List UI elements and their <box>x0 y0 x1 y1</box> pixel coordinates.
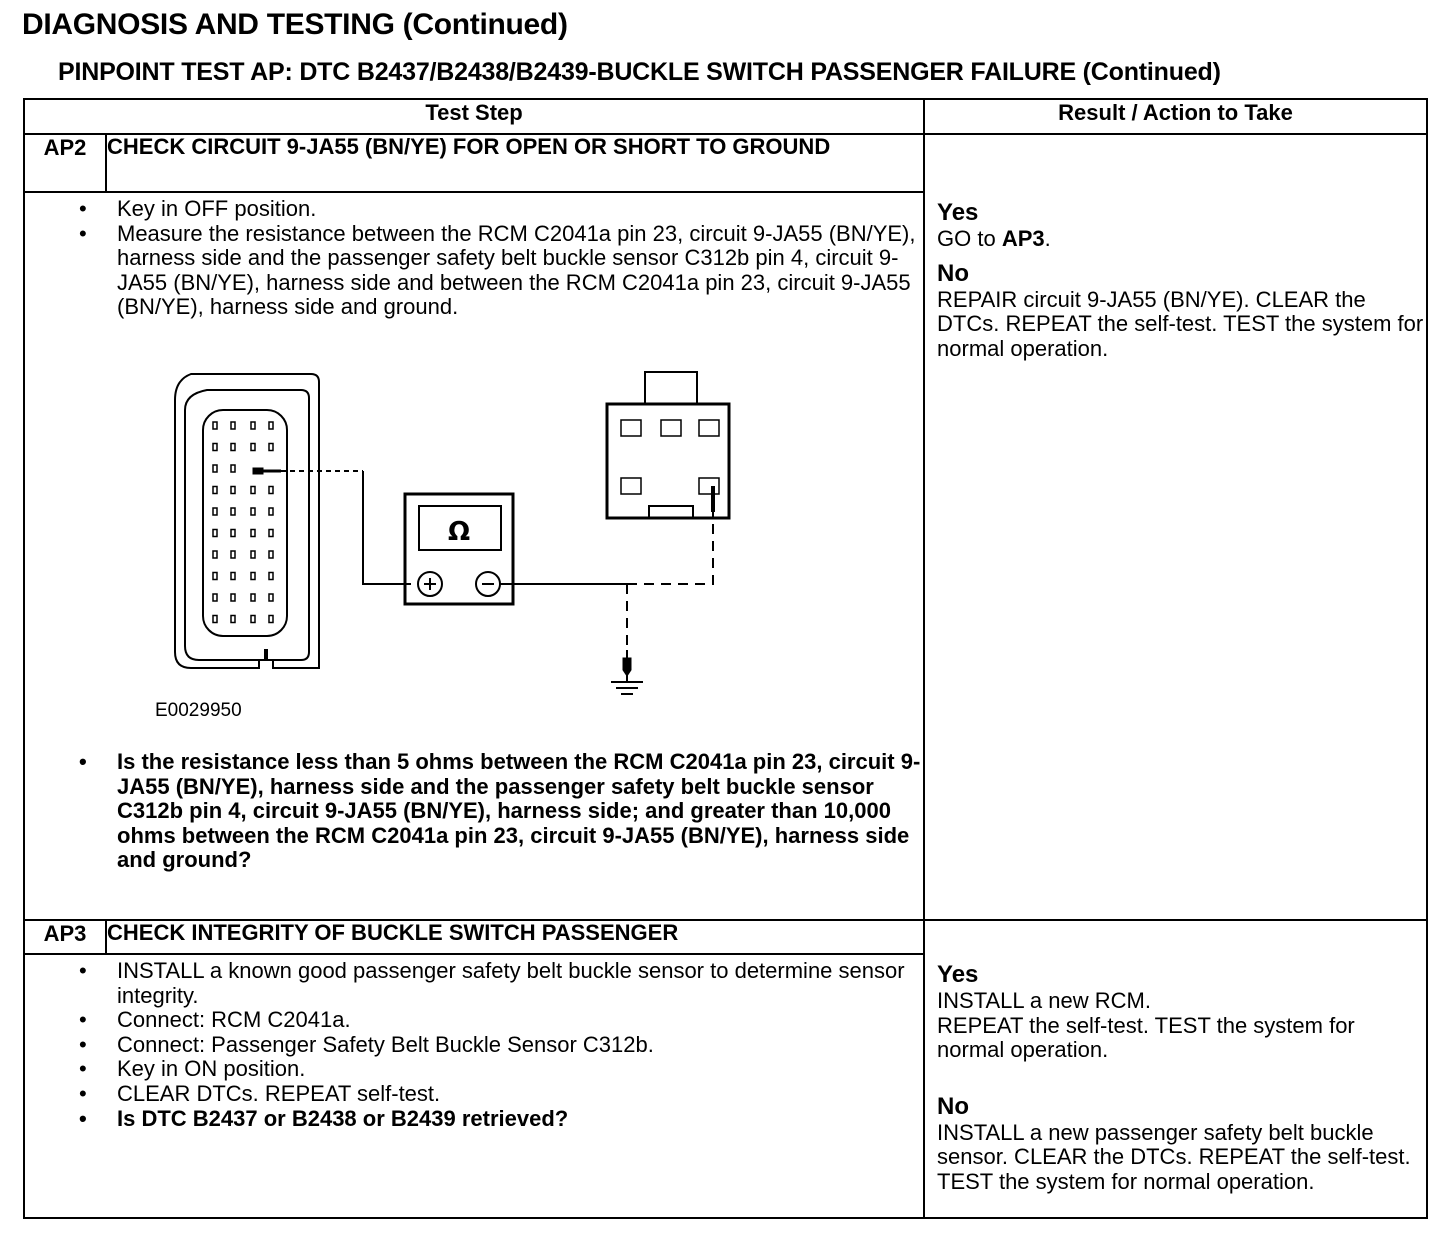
connector-pin <box>251 486 255 493</box>
connector-pin <box>251 508 255 515</box>
connector-pin <box>231 572 235 579</box>
connector-pin <box>213 572 217 579</box>
connector-pin <box>231 422 235 429</box>
page-title: DIAGNOSIS AND TESTING (Continued) <box>22 8 568 41</box>
connector-pin <box>251 594 255 601</box>
ap2-question-list <box>25 750 923 873</box>
connector-pin <box>269 486 273 493</box>
connector-pin <box>269 551 273 558</box>
connector-pin <box>213 594 217 601</box>
connector-pin <box>231 465 235 472</box>
connector-pin <box>251 551 255 558</box>
ap2-yes-label: Yes <box>937 199 979 226</box>
ap3-heading-row <box>24 920 1427 954</box>
ohm-symbol: Ω <box>447 516 471 547</box>
connector-pin <box>213 422 217 429</box>
ap2-yes-target-link[interactable]: AP3 <box>1001 226 1045 251</box>
rcm-pin-grid <box>213 422 273 623</box>
ap2-body-cell <box>24 192 924 920</box>
wiring-diagram <box>25 320 921 750</box>
ap3-no-action: INSTALL a new passenger safety belt buckle sensor. CLEAR the DTCs. REPEAT the self-test. TEST the system for normal operation. <box>937 1119 1411 1194</box>
pinpoint-test-table <box>23 98 1428 1219</box>
connector-pin <box>231 594 235 601</box>
column-header-result: Result / Action to Take <box>924 99 1427 134</box>
ap3-question: • Is DTC B2437 or B2438 or B2439 retrieved? <box>117 1107 923 1132</box>
connector-pin <box>213 529 217 536</box>
connector-pin <box>231 529 235 536</box>
ap3-body-cell <box>24 954 924 1218</box>
ap3-step-1: • INSTALL a known good passenger safety belt buckle sensor to determine sensor integrity. <box>117 959 923 1008</box>
ap3-step-2: • Connect: RCM C2041a. <box>117 1008 923 1033</box>
connector-pin <box>213 443 217 450</box>
connector-pin <box>251 529 255 536</box>
figure-id: E0029950 <box>155 699 242 721</box>
column-header-test-step: Test Step <box>24 99 924 134</box>
connector-pin <box>231 551 235 558</box>
ground-icon <box>611 650 643 694</box>
ap2-no-action: REPAIR circuit 9-JA55 (BN/YE). CLEAR the DTCs. REPEAT the self-test. TEST the system for normal operation. <box>937 286 1424 361</box>
connector-pin <box>213 551 217 558</box>
connector-pin <box>251 443 255 450</box>
ap2-question: • Is the resistance less than 5 ohms between the RCM C2041a pin 23, circuit 9-JA55 (BN/YE), harness side and the passenger safety belt buckle sensor C312b pin 4, circuit 9-JA55 (BN/YE), harness side; and greater than 10,000 ohms between the RCM C2041a pin 23, circuit 9-JA55 (BN/YE), harness side and ground? <box>117 750 923 873</box>
connector-pin <box>269 615 273 622</box>
ap2-step-list <box>25 193 923 320</box>
connector-pin <box>269 594 273 601</box>
ap2-heading-row <box>24 134 1427 192</box>
ap3-yes-line1: INSTALL a new RCM. <box>937 988 1151 1013</box>
connector-pin <box>213 508 217 515</box>
ap2-step-1: • Key in OFF position. <box>117 197 923 222</box>
ap3-no-label: No <box>937 1092 970 1120</box>
ap2-step-2: • Measure the resistance between the RCM C2041a pin 23, circuit 9-JA55 (BN/YE), harness side and the passenger safety belt buckle sensor C312b pin 4, circuit 9-JA55 (BN/YE), harness side and between the RCM C2041a pin 23, circuit 9-JA55 (BN/YE), harness side and ground. <box>117 222 923 320</box>
buckle-sensor-connector-icon <box>607 372 729 518</box>
step-id-ap3: AP3 <box>24 920 106 954</box>
connector-pin <box>269 443 273 450</box>
connector-pin <box>269 529 273 536</box>
ap3-yes-line2: REPEAT the self-test. TEST the system for normal operation. <box>937 1012 1355 1063</box>
connector-pin <box>269 572 273 579</box>
step-heading-ap3: CHECK INTEGRITY OF BUCKLE SWITCH PASSENGER <box>106 920 924 954</box>
connector-pin <box>269 508 273 515</box>
ap2-no-label: No <box>937 259 970 287</box>
ap3-step-4: • Key in ON position. <box>117 1057 923 1082</box>
connector-pin <box>231 443 235 450</box>
ap3-yes-label: Yes <box>937 961 979 988</box>
ap3-step-5: • CLEAR DTCs. REPEAT self-test. <box>117 1082 923 1107</box>
connector-pin <box>231 486 235 493</box>
rcm-connector-icon <box>175 374 319 668</box>
pinpoint-test-title: PINPOINT TEST AP: DTC B2437/B2438/B2439-BUCKLE SWITCH PASSENGER FAILURE (Continued) <box>58 58 1221 86</box>
ap3-step-list <box>25 955 923 1131</box>
connector-pin <box>213 615 217 622</box>
connector-pin <box>251 572 255 579</box>
wiring-diagram-svg <box>25 320 921 750</box>
connector-pin <box>251 615 255 622</box>
result-cell-ap3 <box>924 920 1427 1218</box>
connector-pin <box>231 615 235 622</box>
probe-icon <box>253 468 281 474</box>
connector-pin <box>213 486 217 493</box>
connector-pin <box>251 422 255 429</box>
multimeter-icon <box>405 494 513 604</box>
step-heading-ap2: CHECK CIRCUIT 9-JA55 (BN/YE) FOR OPEN OR SHORT TO GROUND <box>106 134 924 192</box>
ap3-step-3: • Connect: Passenger Safety Belt Buckle Sensor C312b. <box>117 1033 923 1058</box>
result-cell-ap2 <box>924 134 1427 920</box>
connector-pin <box>269 422 273 429</box>
connector-pin <box>213 465 217 472</box>
connector-pin <box>231 508 235 515</box>
table-header-row <box>24 99 1427 134</box>
step-id-ap2: AP2 <box>24 134 106 192</box>
ap2-yes-action: GO to AP3. <box>937 226 1051 251</box>
